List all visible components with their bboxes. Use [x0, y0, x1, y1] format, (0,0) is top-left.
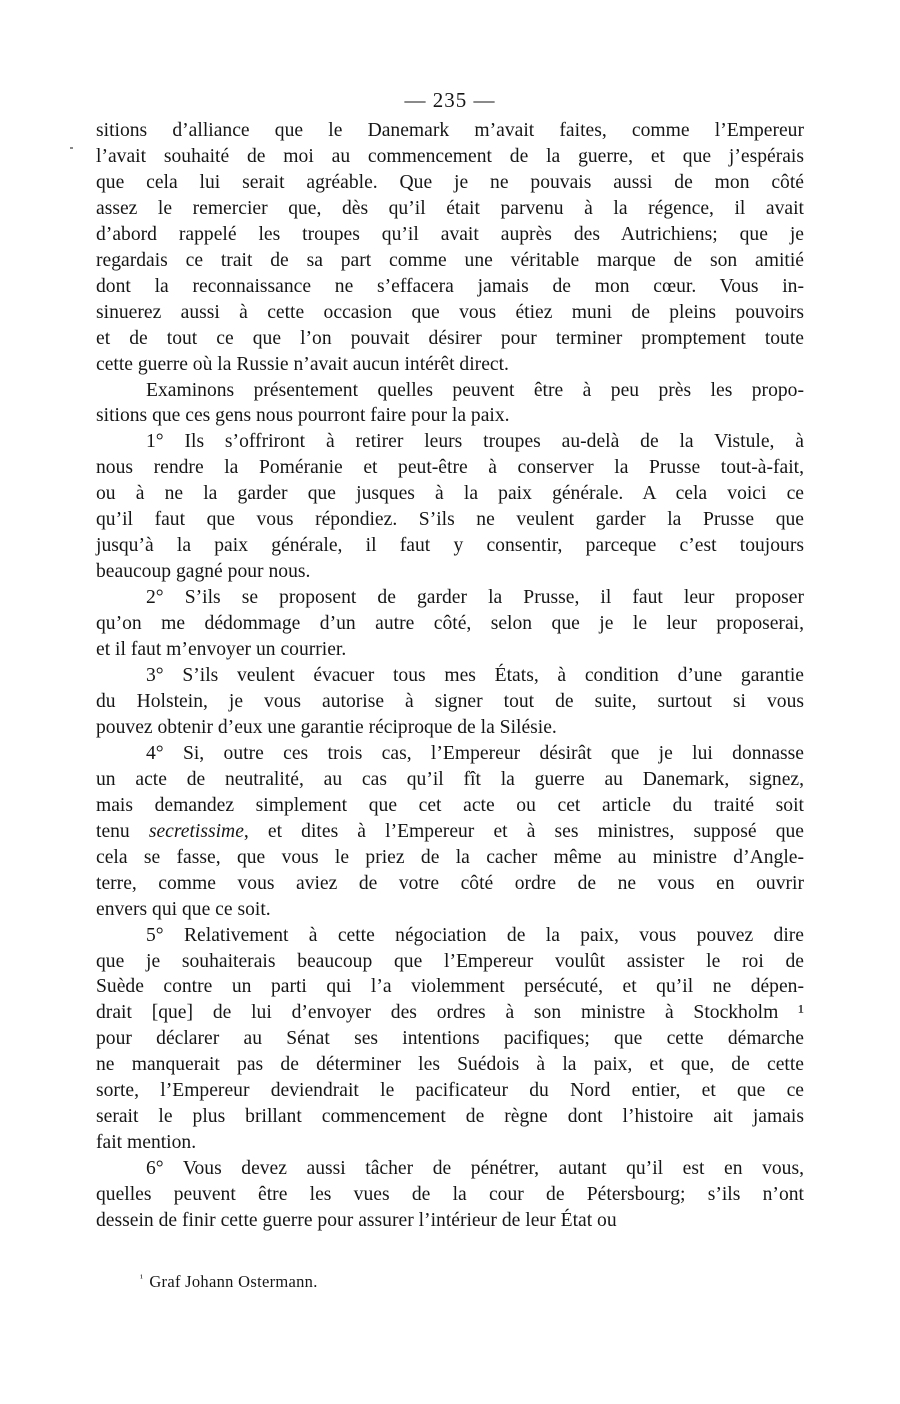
text-line: envers qui que ce soit. [96, 898, 271, 920]
document-page [96, 82, 804, 1234]
text-line: qu’on me dédommage d’un autre côté, selon que je le leur proposerai, [96, 613, 804, 635]
text-line: serait le plus brillant commencement de règne dont l’histoire ait jamais [96, 1106, 804, 1128]
footnote-text: Graf Johann Ostermann. [149, 1272, 318, 1291]
text-line: d’abord rappelé les troupes qu’il avait auprès des Autrichiens; que je [96, 223, 804, 245]
paragraph [96, 429, 804, 585]
text-line: 4° Si, outre ces trois cas, l’Empereur désirât que je lui donnasse [146, 742, 804, 764]
paragraph [96, 585, 804, 663]
text-line: que je souhaiterais beaucoup que l’Empereur voulût assister le roi de [96, 950, 804, 972]
paragraph [96, 118, 804, 378]
text-line: regardais ce trait de sa part comme une véritable marque de son amitié [96, 249, 804, 271]
paragraph [96, 923, 804, 1157]
text-line: Examinons présentement quelles peuvent être à peu près les propo- [146, 379, 804, 401]
text-line: sinuerez aussi à cette occasion que vous étiez muni de pleins pouvoirs [96, 301, 804, 323]
paragraph [96, 378, 804, 430]
text-line: que cela lui serait agréable. Que je ne pouvais aussi de mon côté [96, 171, 804, 193]
text-line: l’avait souhaité de moi au commencement de la guerre, et que j’espérais [96, 145, 804, 167]
text-line: 1° Ils s’offriront à retirer leurs troupes au-delà de la Vistule, à [146, 431, 804, 453]
footnote-mark: ¹ [140, 1272, 144, 1284]
text-line: fait mention. [96, 1132, 197, 1154]
text-line: Suède contre un parti qui l’a violemment persécuté, et qu’il ne dépen- [96, 976, 804, 998]
text-line: pouvez obtenir d’eux une garantie réciproque de la Silésie. [96, 716, 557, 738]
text-line: 5° Relativement à cette négociation de la paix, vous pouvez dire [146, 924, 804, 946]
text-line: et il faut m’envoyer un courrier. [96, 639, 347, 661]
text-line: dessein de finir cette guerre pour assurer l’intérieur de leur État ou [96, 1210, 617, 1232]
text-line: assez le remercier que, dès qu’il était parvenu à la régence, il avait [96, 197, 804, 219]
text-line: pour déclarer au Sénat ses intentions pacifiques; que cette démarche [96, 1028, 804, 1050]
text-line: sitions que ces gens nous pourront faire pour la paix. [96, 405, 510, 427]
paragraph [96, 741, 804, 923]
text-line: nous rendre la Poméranie et peut-être à conserver la Prusse tout-à-fait, [96, 457, 804, 479]
text-line: cela se fasse, que vous le priez de la cacher même au ministre d’Angle- [96, 846, 804, 868]
page-number: — 235 — [404, 88, 496, 112]
text-line: qu’il faut que vous répondiez. S’ils ne veulent garder la Prusse que [96, 509, 804, 531]
text-line: quelles peuvent être les vues de la cour de Pétersbourg; s’ils n’ont [96, 1184, 804, 1206]
text-line: tenu secretissime, et dites à l’Empereur et à ses ministres, supposé que [96, 820, 804, 842]
text-line: sorte, l’Empereur deviendrait le pacificateur du Nord entier, et que ce [96, 1080, 804, 1102]
text-line: 2° S’ils se proposent de garder la Prusse, il faut leur proposer [146, 587, 804, 609]
text-line: mais demandez simplement que cet acte ou cet article du traité soit [96, 794, 804, 816]
text-line: jusqu’à la paix générale, il faut y consentir, parceque c’est toujours [96, 535, 804, 557]
text-line: cette guerre où la Russie n’avait aucun intérêt direct. [96, 353, 509, 375]
text-line: un acte de neutralité, au cas qu’il fît la guerre au Danemark, signez, [96, 768, 804, 790]
text-line: sitions d’alliance que le Danemark m’avait faites, comme l’Empereur [96, 120, 804, 141]
text-line: beaucoup gagné pour nous. [96, 561, 311, 583]
text-line: terre, comme vous aviez de votre côté ordre de ne vous en ouvrir [96, 872, 804, 894]
text-line: du Holstein, je vous autorise à signer tout de suite, surtout si vous [96, 690, 804, 712]
footnote [140, 1272, 318, 1292]
paragraph [96, 1156, 804, 1234]
margin-mark [70, 147, 73, 149]
text-line: 3° S’ils veulent évacuer tous mes États, à condition d’une garantie [146, 665, 804, 687]
text-line: ou à ne la garder que jusques à la paix générale. A cela voici ce [96, 483, 804, 505]
text-line: et de tout ce que l’on pouvait désirer pour terminer promptement toute [96, 327, 804, 349]
text-line: ne manquerait pas de déterminer les Suédois à la paix, et que, de cette [96, 1054, 804, 1076]
text-line: drait [que] de lui d’envoyer des ordres à son ministre à Stockholm ¹ [96, 1002, 804, 1024]
text-line: dont la reconnaissance ne s’effacera jamais de mon cœur. Vous in- [96, 275, 804, 297]
text-line: 6° Vous devez aussi tâcher de pénétrer, autant qu’il est en vous, [146, 1158, 804, 1180]
body-text [96, 118, 804, 1234]
emphasis: secretissime [148, 820, 244, 842]
paragraph [96, 663, 804, 741]
